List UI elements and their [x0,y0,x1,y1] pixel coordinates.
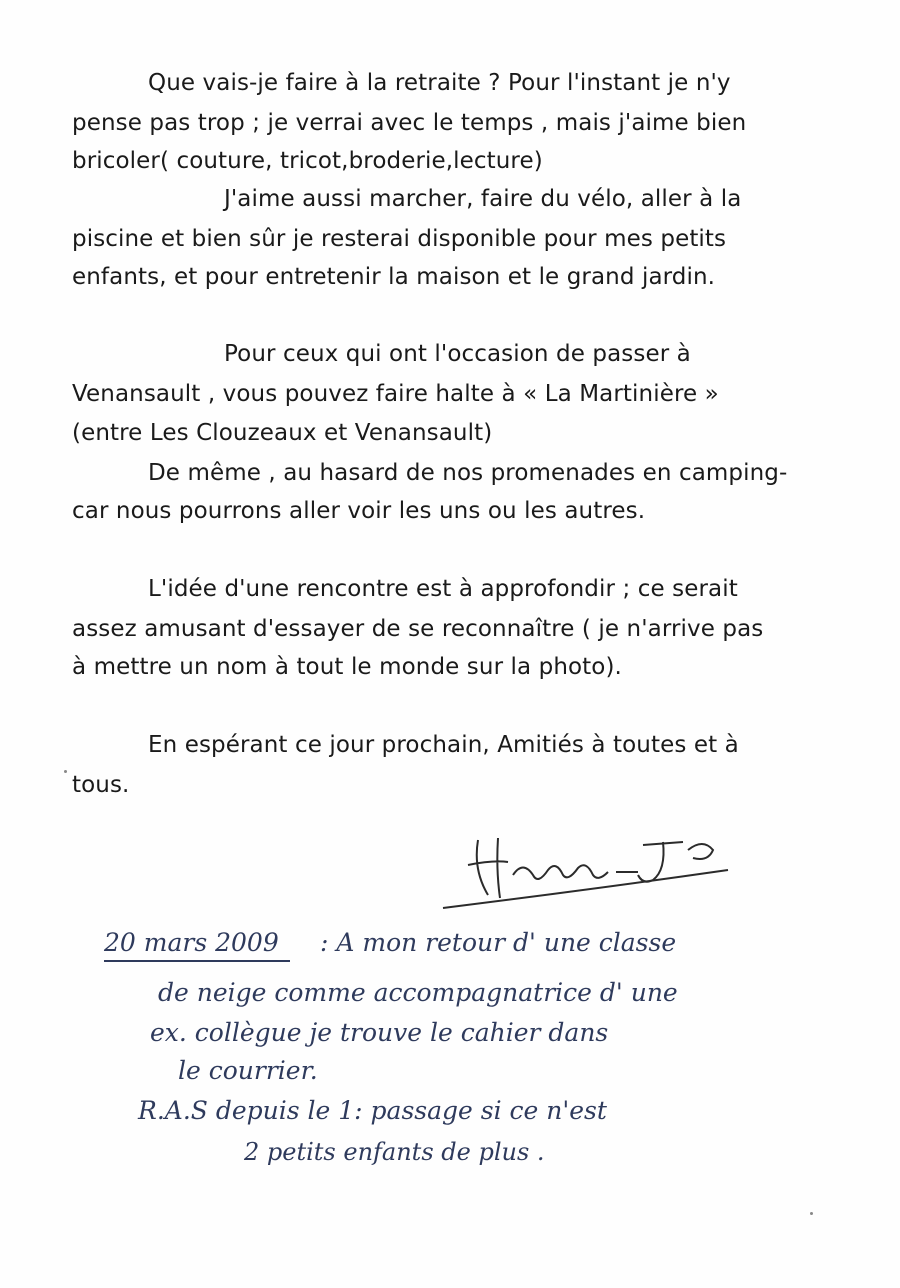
letter-line: tous. [72,772,130,798]
note-line: R.A.S depuis le 1: passage si ce n'est [138,1096,607,1125]
letter-line: Venansault , vous pouvez faire halte à « La Martinière » [72,381,719,407]
letter-line: bricoler( couture, tricot,broderie,lecture) [72,148,543,174]
letter-line: Que vais-je faire à la retraite ? Pour l'instant je n'y [148,70,731,96]
note-line: de neige comme accompagnatrice d' une [158,978,678,1007]
letter-line: pense pas trop ; je verrai avec le temps , mais j'aime bien [72,110,747,136]
note-line: 2 petits enfants de plus . [244,1138,545,1166]
letter-line: (entre Les Clouzeaux et Venansault) [72,420,493,446]
letter-line: De même , au hasard de nos promenades en camping- [148,460,788,486]
letter-line: Pour ceux qui ont l'occasion de passer à [224,341,691,367]
scan-speck [810,1212,813,1215]
note-line: ex. collègue je trouve le cahier dans [150,1018,609,1047]
note-date: 20 mars 2009 [104,928,279,957]
note-line: le courrier. [178,1056,318,1085]
note-line: : A mon retour d' une classe [320,928,677,957]
date-underline [104,960,290,962]
letter-line: En espérant ce jour prochain, Amitiés à toutes et à [148,732,739,758]
letter-line: car nous pourrons aller voir les uns ou les autres. [72,498,646,524]
signature [438,820,738,920]
letter-line: J'aime aussi marcher, faire du vélo, aller à la [224,186,742,212]
letter-line: enfants, et pour entretenir la maison et le grand jardin. [72,264,716,290]
letter-line: à mettre un nom à tout le monde sur la photo). [72,654,622,680]
letter-line: piscine et bien sûr je resterai disponible pour mes petits [72,226,727,252]
letter-line: assez amusant d'essayer de se reconnaître ( je n'arrive pas [72,616,764,642]
letter-line: L'idée d'une rencontre est à approfondir ; ce serait [148,576,738,602]
scan-speck [64,770,67,773]
